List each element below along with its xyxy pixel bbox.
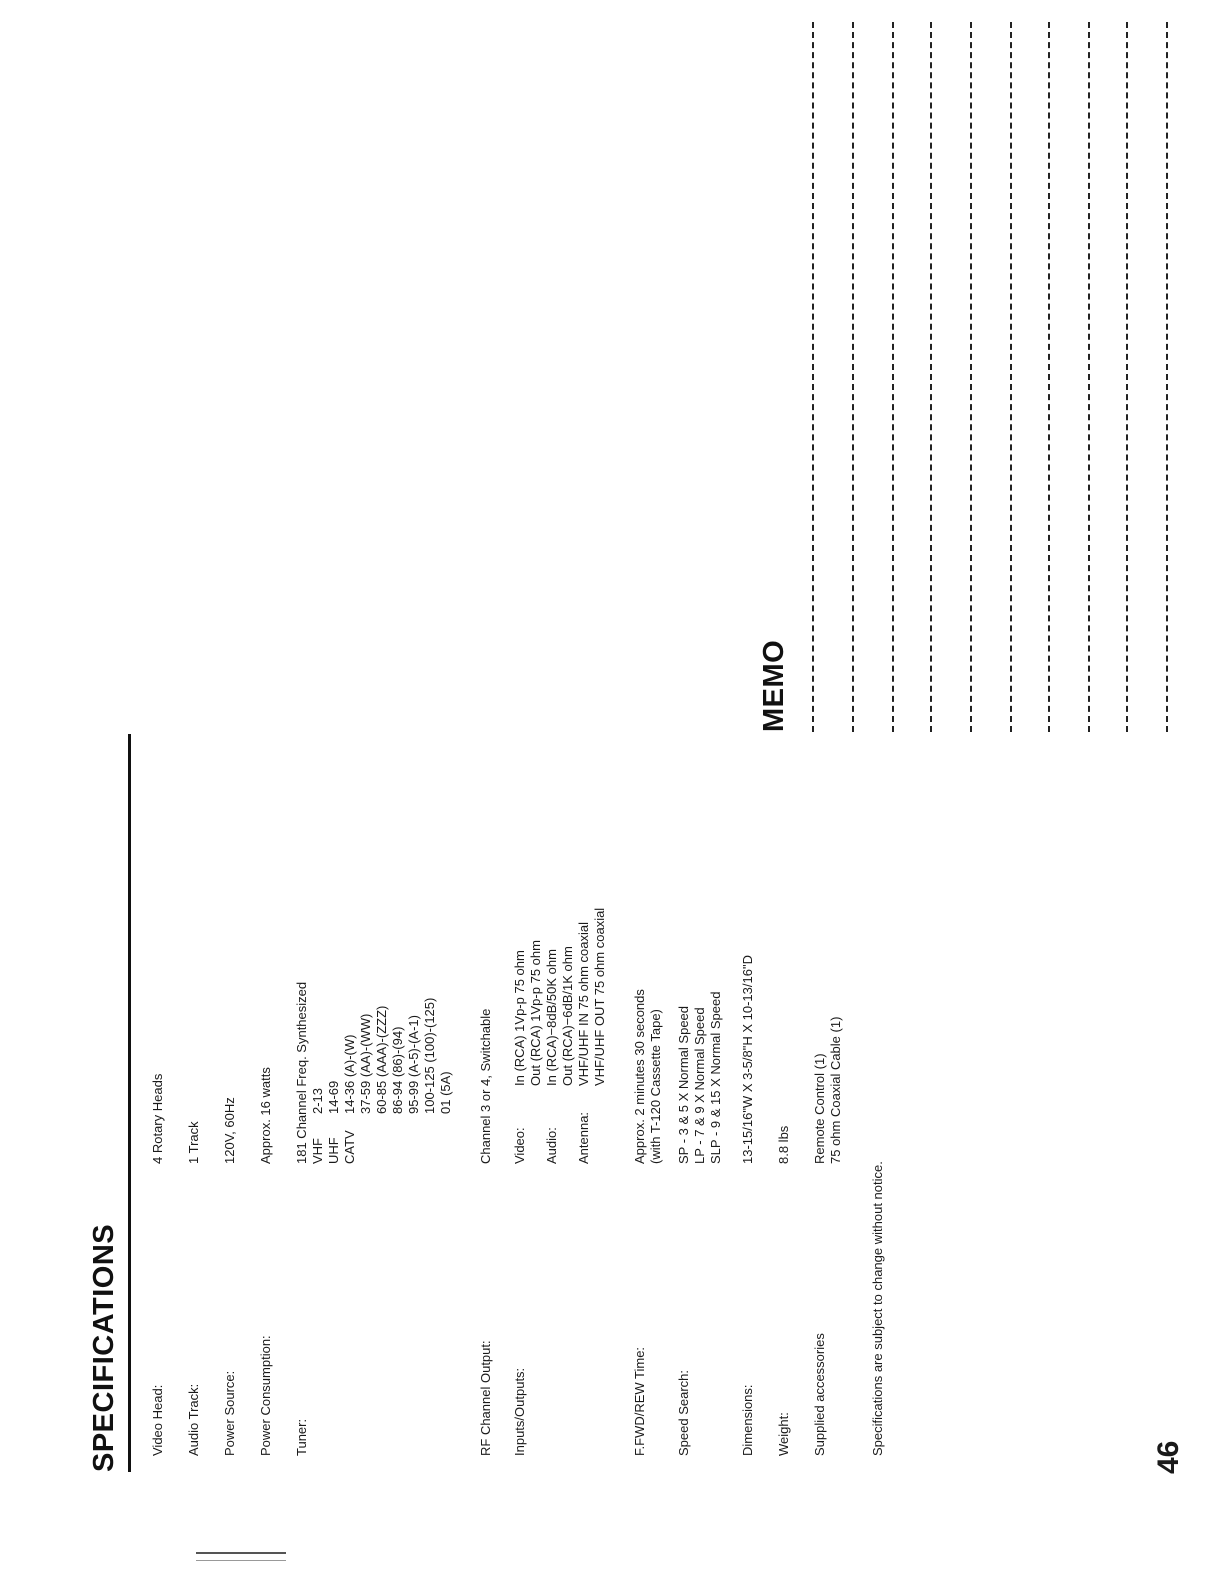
page-number: 46 <box>1152 1440 1185 1474</box>
weight-value: 8.8 lbs <box>776 1125 791 1164</box>
power-source-label: Power Source: <box>222 1370 237 1456</box>
tuner-header: 181 Channel Freq. Synthesized <box>294 981 309 1164</box>
tuner-catv-band: CATV <box>342 1130 357 1164</box>
memo-title: MEMO <box>758 639 790 732</box>
tuner-vhf-range: 2-13 <box>310 1087 325 1114</box>
footnote: Specifications are subject to change without notice. <box>870 1161 885 1456</box>
tuner-catv-range: 95-99 (A-5)-(A-1) <box>406 1015 421 1114</box>
speed-search-label: Speed Search: <box>676 1369 691 1456</box>
ffwd-line: (with T-120 Cassette Tape) <box>648 1009 663 1164</box>
dimensions-value: 13-15/16"W X 3-5/8"H X 10-13/16"D <box>740 955 755 1164</box>
ffwd-line: Approx. 2 minutes 30 seconds <box>632 989 647 1164</box>
tuner-uhf-band: UHF <box>326 1137 341 1164</box>
power-consumption-label: Power Consumption: <box>258 1335 273 1456</box>
speed-search-line: LP - 7 & 9 X Normal Speed <box>692 1007 707 1164</box>
power-consumption-value: Approx. 16 watts <box>258 1067 273 1164</box>
audio-track-label: Audio Track: <box>186 1383 201 1456</box>
dimensions-label: Dimensions: <box>740 1384 755 1456</box>
specifications-title: SPECIFICATIONS <box>88 1223 120 1472</box>
audio-track-value: 1 Track <box>186 1121 201 1164</box>
weight-label: Weight: <box>776 1412 791 1456</box>
speed-search-line: SLP - 9 & 15 X Normal Speed <box>708 991 723 1164</box>
speed-search-value <box>676 992 724 1164</box>
tuner-catv-range: 14-36 (A)-(W) <box>342 1034 357 1114</box>
speed-search-line: SP - 3 & 5 X Normal Speed <box>676 1005 691 1164</box>
scan-artifact <box>196 1560 286 1561</box>
accessories-label: Supplied accessories <box>812 1333 827 1456</box>
scan-artifact <box>196 1552 286 1554</box>
tuner-catv-range: 01 (5A) <box>438 1071 453 1114</box>
io-antenna-out: VHF/UHF OUT 75 ohm coaxial <box>592 907 607 1086</box>
tuner-catv-range: 37-59 (AA)-(WW) <box>358 1013 373 1114</box>
ffwd-label: F.FWD/REW Time: <box>632 1346 647 1456</box>
io-video-out: Out (RCA) 1Vp-p 75 ohm <box>528 940 543 1086</box>
tuner-vhf-band: VHF <box>310 1138 325 1164</box>
accessories-value <box>812 1017 844 1164</box>
io-audio-key: Audio: <box>544 1127 559 1164</box>
io-audio-in: In (RCA)−8dB/50K ohm <box>544 949 559 1086</box>
tuner-label: Tuner: <box>294 1418 309 1456</box>
io-audio-out: Out (RCA)−6dB/1K ohm <box>560 946 575 1086</box>
tuner-uhf-range: 14-69 <box>326 1080 341 1114</box>
video-head-value: 4 Rotary Heads <box>150 1073 165 1164</box>
accessory-item: Remote Control (1) <box>812 1053 827 1164</box>
rf-output-label: RF Channel Output: <box>478 1340 493 1456</box>
io-antenna-in: VHF/UHF IN 75 ohm coaxial <box>576 922 591 1086</box>
rf-output-value: Channel 3 or 4, Switchable <box>478 1008 493 1164</box>
tuner-catv-range: 60-85 (AAA)-(ZZZ) <box>374 1005 389 1114</box>
tuner-catv-range: 86-94 (86)-(94) <box>390 1026 405 1114</box>
io-antenna-key: Antenna: <box>576 1111 591 1164</box>
accessory-item: 75 ohm Coaxial Cable (1) <box>828 1016 843 1164</box>
io-video-key: Video: <box>512 1127 527 1164</box>
power-source-value: 120V, 60Hz <box>222 1097 237 1164</box>
io-label: Inputs/Outputs: <box>512 1367 527 1456</box>
video-head-label: Video Head: <box>150 1384 165 1456</box>
io-video-in: In (RCA) 1Vp-p 75 ohm <box>512 950 527 1086</box>
tuner-catv-range: 100-125 (100)-(125) <box>422 997 437 1114</box>
